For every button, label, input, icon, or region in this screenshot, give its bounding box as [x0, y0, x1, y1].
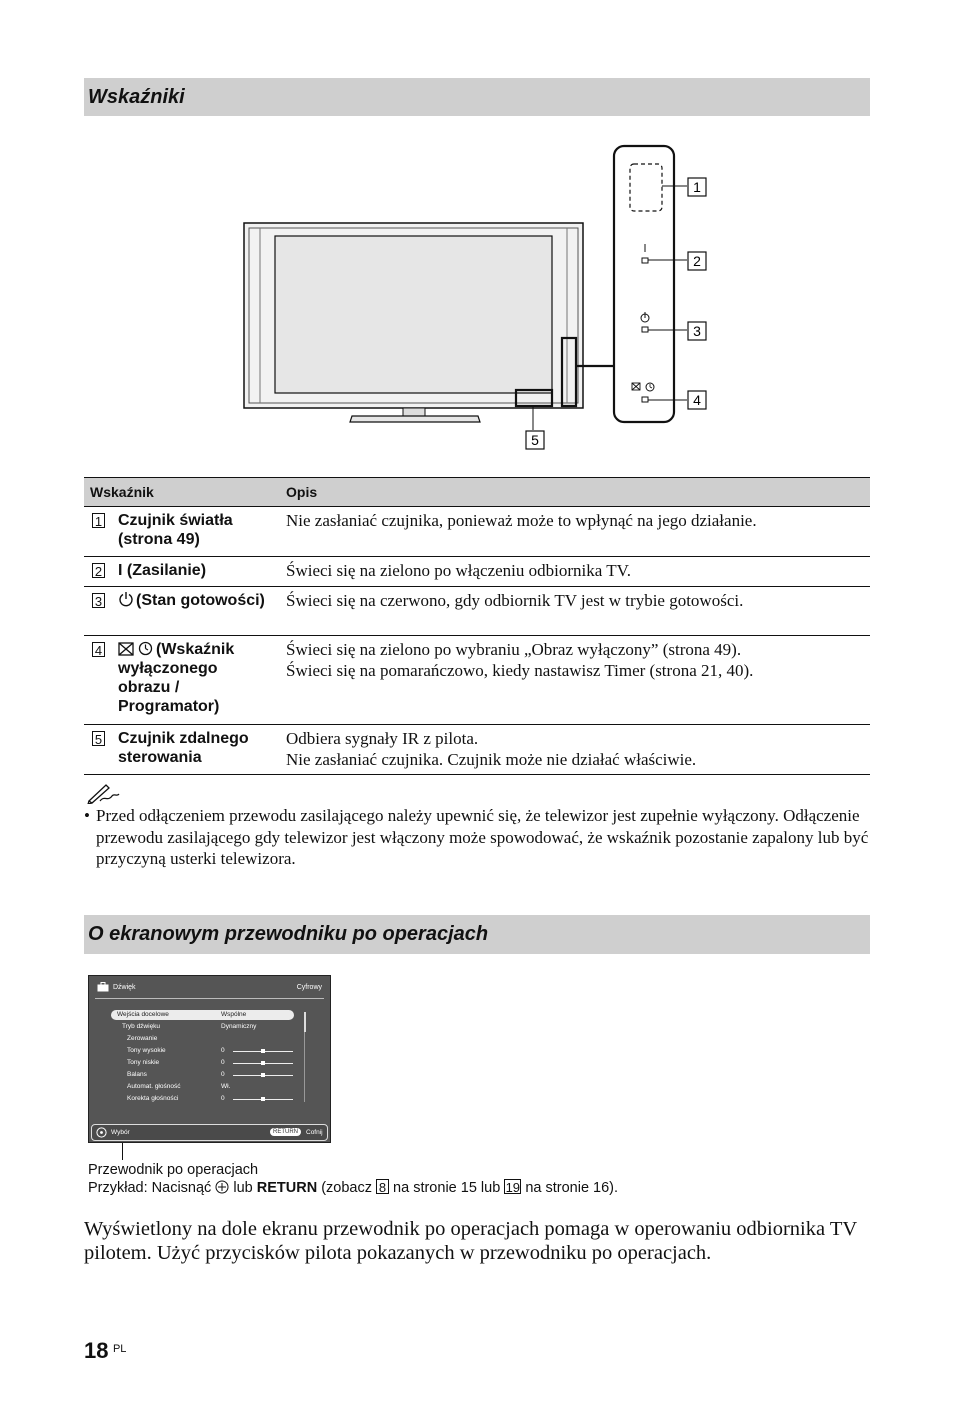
row-number: 4 — [92, 642, 105, 657]
callout-5 — [526, 431, 544, 449]
row-name-text: (Stan gotowości) — [136, 592, 265, 609]
standby-icon — [118, 591, 134, 607]
row-name — [118, 640, 268, 716]
osd-item-label[interactable]: Wejścia docelowe — [117, 1011, 169, 1018]
row-number: 1 — [92, 513, 105, 528]
osd-caption-leader — [122, 1143, 123, 1160]
note-block — [84, 805, 874, 870]
indicator-panel-zoom — [614, 146, 674, 422]
page-lang: PL — [112, 1343, 127, 1355]
osd-item-label[interactable]: Tony wysokie — [127, 1047, 166, 1054]
callout-2 — [688, 252, 706, 270]
table-row — [84, 725, 870, 775]
desc-line: Świeci się na zielono po wybraniu „Obraz wyłączony” (strona 49). — [286, 640, 742, 659]
caption-return-bold: RETURN — [256, 1180, 318, 1196]
table-row — [84, 557, 870, 587]
osd-item-label[interactable]: Tony niskie — [127, 1059, 160, 1066]
osd-menu-list — [89, 976, 330, 1142]
callout-label: 2 — [693, 253, 701, 269]
row-number: 5 — [92, 731, 105, 746]
row-desc — [286, 639, 753, 681]
osd-item-value: 0 — [221, 1071, 225, 1078]
osd-item-label[interactable]: Zerowanie — [127, 1035, 158, 1042]
row-name: I (Zasilanie) — [118, 562, 207, 579]
osd-item-value: Dynamiczny — [221, 1023, 257, 1030]
note-bullet: • — [84, 806, 90, 825]
osd-item-value: 0 — [221, 1047, 225, 1054]
section-title: Wskaźniki — [88, 86, 185, 108]
row-desc: Świeci się na czerwono, gdy odbiornik TV jest w trybie gotowości. — [286, 591, 744, 610]
row-desc — [286, 728, 696, 770]
page-number — [84, 1338, 126, 1364]
note-pencil-icon — [86, 782, 120, 804]
table-header — [84, 477, 870, 507]
callout-3 — [688, 322, 706, 340]
return-badge: RETURN — [270, 1128, 301, 1136]
row-desc: Nie zasłaniać czujnika, ponieważ może to wpłynąć na jego działanie. — [286, 511, 757, 530]
callout-label: 1 — [693, 179, 701, 195]
caption-text: na stronie 15 lub — [393, 1180, 501, 1196]
section-header-indicators — [84, 78, 870, 116]
osd-screenshot — [88, 975, 331, 1143]
osd-item-value: Wł. — [221, 1083, 231, 1090]
osd-footer — [91, 1124, 328, 1141]
callout-1 — [688, 178, 706, 196]
row-name — [118, 591, 268, 610]
callout-label: 4 — [693, 392, 701, 408]
tv-indicator-diagram — [230, 140, 730, 460]
callout-label: 5 — [531, 432, 539, 448]
caption-line-2 — [88, 1179, 618, 1197]
select-joystick-icon — [96, 1127, 107, 1138]
header-indicator: Wskaźnik — [90, 484, 154, 500]
osd-item-value: 0 — [221, 1095, 225, 1102]
page-number-value: 18 — [84, 1338, 109, 1363]
section-title: O ekranowym przewodniku po operacjach — [88, 923, 489, 945]
row-number: 3 — [92, 593, 105, 608]
osd-slider-knob[interactable] — [261, 1061, 265, 1065]
caption-text: Przykład: Nacisnąć — [88, 1180, 212, 1196]
joystick-button-icon — [215, 1180, 229, 1194]
row-desc: Świeci się na zielono po włączeniu odbiornika TV. — [286, 561, 631, 580]
tv-screen — [275, 236, 552, 393]
picture-off-icon — [118, 642, 134, 656]
caption-text: na stronie 16). — [525, 1180, 619, 1196]
osd-slider-knob[interactable] — [261, 1073, 265, 1077]
indicator-table — [84, 477, 870, 775]
caption-line-1: Przewodnik po operacjach — [88, 1162, 259, 1178]
row-name: Czujnik światła (strona 49) — [118, 512, 233, 548]
desc-line: Świeci się na pomarańczowo, kiedy nastawisz Timer (strona 21, 40). — [286, 661, 754, 680]
osd-slider-knob[interactable] — [261, 1049, 265, 1053]
desc-line: Odbiera sygnały IR z pilota. — [286, 729, 479, 748]
timer-icon — [138, 641, 153, 656]
osd-item-label[interactable]: Balans — [127, 1071, 147, 1078]
osd-item-label[interactable]: Automat. głośność — [127, 1083, 181, 1090]
table-row — [84, 507, 870, 557]
table-row — [84, 636, 870, 725]
table-row — [84, 587, 870, 636]
callout-label: 3 — [693, 323, 701, 339]
footer-select-label: Wybór — [111, 1129, 130, 1136]
note-text: Przed odłączeniem przewodu zasilającego należy upewnić się, że telewizor jest zupełnie wyłączony. Odłączenie przewodu zasilającego gdy telewizor jest włączony może spowodować, że wskaźnik pozostanie zapalony lub być przyczyną usterki telewizora. — [96, 806, 869, 868]
osd-caption — [88, 1161, 618, 1197]
caption-ref-box: 19 — [505, 1180, 521, 1195]
footer-return-label: Cofnij — [306, 1129, 323, 1136]
guide-body-text: Wyświetlony na dole ekranu przewodnik po operacjach pomaga w operowaniu odbiornika TV pilotem. Użyć przycisków pilota pokazanych w przewodniku po operacjach. — [84, 1218, 857, 1264]
section-header-guide — [84, 915, 870, 954]
desc-line: Nie zasłaniać czujnika. Czujnik może nie działać właściwie. — [286, 750, 697, 769]
osd-item-label[interactable]: Korekta głośności — [127, 1095, 179, 1102]
header-description: Opis — [286, 484, 318, 500]
osd-item-value: Wspólne — [221, 1011, 247, 1018]
osd-item-label[interactable]: Tryb dźwięku — [122, 1023, 161, 1030]
caption-text: (zobacz — [321, 1180, 372, 1196]
row-number: 2 — [92, 563, 105, 578]
callout-4 — [688, 391, 706, 409]
osd-title: Dźwięk — [113, 984, 136, 991]
row-name: Czujnik zdalnego sterowania — [118, 730, 249, 766]
osd-item-value: 0 — [221, 1059, 225, 1066]
caption-ref-box: 8 — [376, 1179, 389, 1194]
caption-text: lub — [233, 1180, 253, 1196]
osd-top-right: Cyfrowy — [296, 984, 322, 991]
row-name-text: (Wskaźnik wyłączonego obrazu / Programator) — [118, 641, 235, 715]
osd-slider-knob[interactable] — [261, 1097, 265, 1101]
